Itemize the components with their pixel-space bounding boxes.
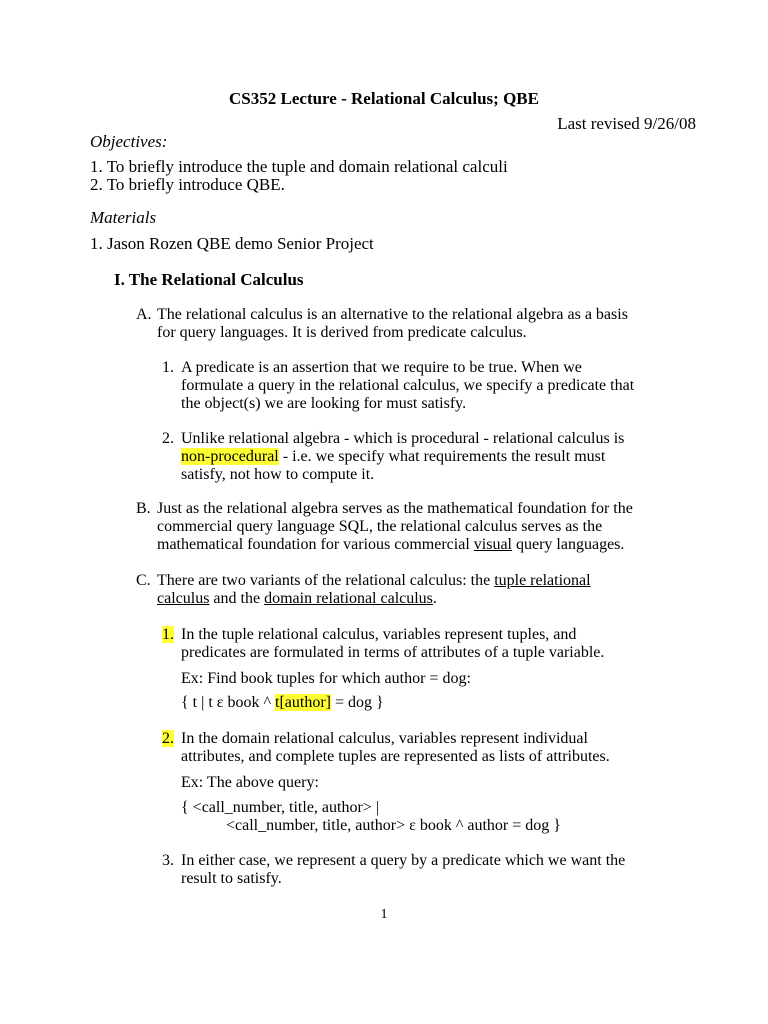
underlined-term: tuple relational (494, 572, 591, 589)
text-run: - i.e. we specify what requirements the result must (278, 448, 606, 465)
paragraph-line (157, 589, 437, 608)
underlined-term: calculus (157, 590, 210, 607)
text-run: and the (209, 590, 265, 607)
text-run: . (432, 590, 437, 607)
example-label: Ex: Find book tuples for which author = dog: (181, 670, 471, 687)
highlighted-marker: 2. (162, 730, 174, 747)
material-item: 1. Jason Rozen QBE demo Senior Project (90, 234, 374, 253)
paragraph-line: A predicate is an assertion that we require to be true. When we (181, 359, 582, 376)
document-title: CS352 Lecture - Relational Calculus; QBE (229, 89, 539, 108)
paragraph-line: result to satisfy. (181, 870, 282, 887)
query-expression (181, 693, 384, 712)
item-marker (162, 729, 174, 748)
paragraph-line: formulate a query in the relational calculus, we specify a predicate that (181, 377, 635, 394)
text-run: mathematical foundation for various commercial (157, 536, 474, 553)
paragraph-line: Unlike relational algebra - which is procedural - relational calculus is (181, 430, 625, 447)
text-run: = dog } (330, 694, 384, 711)
item-marker: 3. (162, 852, 174, 869)
item-marker (162, 625, 174, 644)
paragraph-line (181, 447, 605, 466)
paragraph-line: In the tuple relational calculus, variables represent tuples, and (181, 626, 577, 643)
objective-item: 1. To briefly introduce the tuple and domain relational calculi (90, 157, 508, 176)
item-marker: B. (136, 500, 151, 517)
example-label: Ex: The above query: (181, 774, 319, 791)
paragraph-line: In the domain relational calculus, variables represent individual (181, 730, 588, 747)
underlined-term: visual (473, 536, 512, 553)
item-marker: 1. (162, 359, 174, 376)
objective-item: 2. To briefly introduce QBE. (90, 175, 285, 194)
text-run: { t | t ε book ^ (181, 694, 275, 711)
item-marker: A. (136, 306, 152, 323)
query-expression: { <call_number, title, author> | (181, 799, 380, 816)
paragraph-line: attributes, and complete tuples are represented as lists of attributes. (181, 748, 610, 765)
text-run: query languages. (512, 536, 625, 553)
objectives-heading: Objectives: (90, 132, 168, 151)
query-expression: <call_number, title, author> ε book ^ author = dog } (226, 817, 561, 834)
paragraph-line: The relational calculus is an alternative to the relational algebra as a basis (157, 306, 628, 323)
highlighted-marker: 1. (162, 626, 174, 643)
materials-heading: Materials (90, 208, 157, 227)
paragraph-line: satisfy, not how to compute it. (181, 466, 375, 483)
paragraph-line: In either case, we represent a query by a predicate which we want the (181, 852, 626, 869)
item-marker: C. (136, 572, 151, 589)
revision-date: Last revised 9/26/08 (557, 114, 696, 133)
paragraph-line (157, 535, 624, 554)
paragraph-line: for query languages. It is derived from predicate calculus. (157, 324, 527, 341)
section-heading: I. The Relational Calculus (114, 270, 304, 289)
highlighted-term: non-procedural (181, 448, 279, 465)
paragraph-line: the object(s) we are looking for must satisfy. (181, 395, 467, 412)
paragraph-line: Just as the relational algebra serves as the mathematical foundation for the (157, 500, 633, 517)
paragraph-line (157, 571, 591, 590)
highlighted-term: t[author] (275, 694, 331, 711)
text-run: There are two variants of the relational calculus: the (157, 572, 495, 589)
paragraph-line: commercial query language SQL, the relational calculus serves as the (157, 518, 603, 535)
paragraph-line: predicates are formulated in terms of attributes of a tuple variable. (181, 644, 605, 661)
underlined-term: domain relational calculus (264, 590, 433, 607)
page-number: 1 (380, 907, 388, 922)
item-marker: 2. (162, 430, 174, 447)
